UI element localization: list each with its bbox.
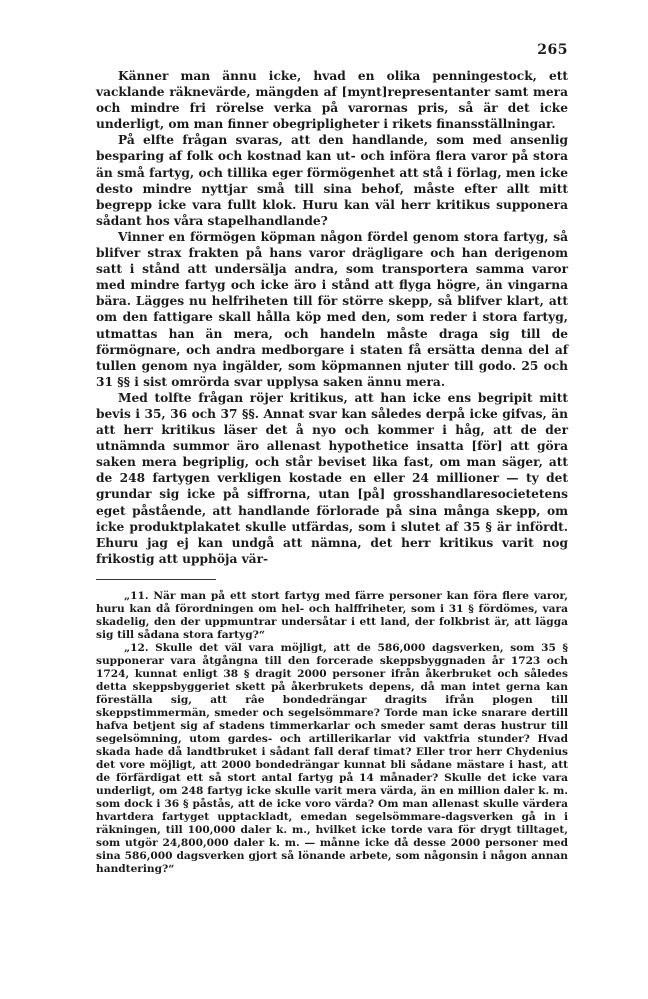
paragraph-3: Vinner en förmögen köpman någon fördel genom stora fartyg, så blifver strax frakten på hans varor drägligare och han derigenom satt i stånd att undersälja andra, som transportera samma varor med mindre fartyg och icke äro i stånd att flyga högre, än vingarna bära. Lägges nu helfriheten till för större skepp, så blifver klart, att om den fattigare skall hålla köp med den, som reder i stora fartyg, utmattas han än mera, och handeln måste draga sig till de förmögnare, och andra medborgare i staten få ersätta denna del af tullen genom nya ingälder, som köpmannen njuter till godo. 25 och 31 §§ i sist omrörda svar upplysa saken ännu mera. — [96, 229, 568, 389]
page-number: 265 — [537, 42, 568, 58]
main-text — [96, 68, 568, 567]
paragraph-2: På elfte frågan svaras, att den handlande, som med ansenlig besparing af folk och kostnad kan ut- och införa flera varor på stora än små fartyg, och tillika eger förmögenhet att stå i förlag, men icke desto mindre nyttjar små till sina behof, måste efter allt mitt begrepp icke vara fullt klok. Huru kan väl herr kritikus supponera sådant hos våra stapelhandlande? — [96, 133, 568, 228]
paragraph-1: Känner man ännu icke, hvad en olika penningestock, ett vacklande räknevärde, mängden af [mynt]representanter samt mera och mindre fri rörelse verka på varornas pris, så är det icke underligt, om man finner obegripligheter i rikets finansställningar. — [96, 69, 568, 132]
footnotes — [96, 590, 568, 876]
footnote-11: „11. När man på ett stort fartyg med färre personer kan föra flere varor, huru kan då förordningen om hel- och halffriheter, som i 31 § fördömes, vara skadelig, den der uppmuntrar undersåtar i ett land, der folkbrist är, att lägga sig till sådana stora fartyg?“ — [96, 589, 568, 641]
footnote-12: „12. Skulle det väl vara möjligt, att de 586,000 dagsverken, som 35 § supponerar vara åtgångna till den forcerade skeppsbyggnaden år 1723 och 1724, kunnat enligt 38 § dragit 2000 personer ifrån åkerbruket och således detta skeppsbyggeriet skett på åkerbrukets depens, då man intet gerna kan föreställa sig, att râe bondedrängar dragits ifrån plogen till skeppstimmermän, smeder och segelsömmare? Torde man icke snarare dertill hafva betjent sig af stadens timmerkarlar och smeder samt deras hustrur till segelsömning, utom gardes- och artillerikarlar vid vaktfria stunder? Hvad skada hade då landtbruket i sådant fall deraf timat? Eller tror herr Chydenius det vore möjligt, att 2000 bondedrängar kunnat bli sådane mästare i hast, att de förfärdigat ett så stort antal fartyg på 14 månader? Skulle det icke vara underligt, om 248 fartyg icke skulle varit mera värda, än en million daler k. m. som dock i 36 § påstås, att de icke voro värda? Om man allenast skulle värdera hvartdera fartyget upptackladt, emedan segelsömmare-dagsverken gå in i räkningen, till 100,000 daler k. m., hvilket icke torde vara för drygt tilltaget, som utgör 24,800,000 daler k. m. — månne icke då desse 2000 personer med sina 586,000 dagsverken gjort så lönande arbete, som någonsin i någon annan handtering?“ — [96, 641, 568, 875]
book-page — [96, 40, 568, 876]
footnote-divider — [96, 579, 216, 580]
paragraph-4: Med tolfte frågan röjer kritikus, att han icke ens begripit mitt bevis i 35, 36 och 37 §§. Annat svar kan således derpå icke gifvas, än att herr kritikus läser det å nyo och kommer i håg, att de der utnämnda summor äro allenast hypothetice insatta [för] att göra saken mera begriplig, och står beviset lika fast, om man säger, att de 248 fartygen verkligen kostade en eller 24 millioner — ty det grundar sig icke på siffrorna, utan [på] grosshandlaresocietetens eget påstående, att handlande förlorade på sina många skepp, om icke produktplakatet skulle utfärdas, som i slutet af 35 § är infördt. Ehuru jag ej kan undgå att nämna, det herr kritikus varit nog frikostig att upphöja vär- — [96, 390, 568, 566]
